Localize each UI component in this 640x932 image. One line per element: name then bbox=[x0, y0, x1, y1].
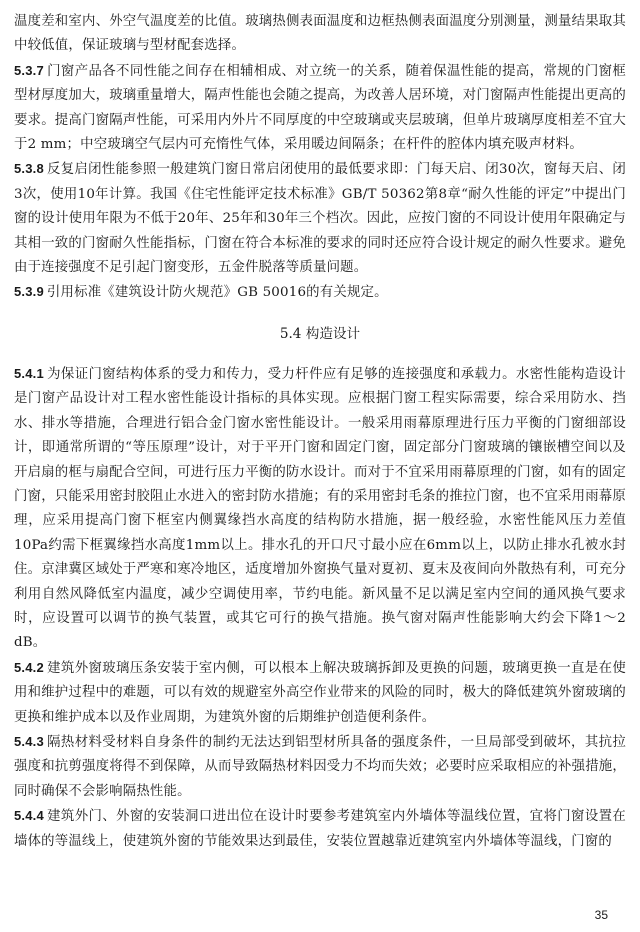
clause-number: 5.4.1 bbox=[14, 365, 44, 381]
clause-number: 5.4.3 bbox=[14, 733, 44, 749]
clause-text: 引用标准《建筑设计防火规范》GB 50016的有关规定。 bbox=[46, 285, 388, 301]
clause-5-4-3 bbox=[14, 730, 626, 804]
clause-number: 5.3.8 bbox=[14, 161, 44, 177]
clause-5-3-8 bbox=[14, 157, 626, 280]
clause-5-3-7 bbox=[14, 59, 626, 158]
clause-text: 反复启闭性能参照一般建筑门窗日常启闭使用的最低要求即：门每天启、闭30次，窗每天启、闭3次，使用10年计算。我国《住宅性能评定技术标准》GB/T 50362第8章“耐久性能的评定”中提出门窗的设计使用年限为不低于20年、25年和30年三个档次。因此，应按门窗的不同设计使用年限确定与其相一致的门窗耐久性能指标，门窗在符合本标准的要求的同时还应符合设计规定的耐久性要求。避免由于连接强度不足引起门窗变形，五金件脱落等质量问题。 bbox=[14, 162, 626, 276]
clause-text: 门窗产品各不同性能之间存在相辅相成、对立统一的关系，随着保温性能的提高，常规的门窗框型材厚度加大，玻璃重量增大，隔声性能也会随之提高，为改善人居环境，对门窗隔声性能提出更高的要求。提高门窗隔声性能，可采用内外片不同厚度的中空玻璃或夹层玻璃，但单片玻璃厚度相差不宜大于2 mm；中空玻璃空气层内可充惰性气体，采用暖边间隔条；在杆件的腔体内填充吸声材料。 bbox=[14, 63, 626, 153]
section-heading: 5.4 构造设计 bbox=[279, 325, 361, 342]
page-number: 35 bbox=[594, 908, 608, 922]
clause-5-4-2 bbox=[14, 656, 626, 730]
clause-number: 5.3.9 bbox=[14, 284, 44, 300]
clause-text: 建筑外窗玻璃压条安装于室内侧，可以根本上解决玻璃拆卸及更换的问题，玻璃更换一直是在使用和维护过程中的难题，可以有效的规避室外高空作业带来的风险的同时，极大的降低建筑外窗玻璃的更换和维护成本以及作业周期，为建筑外窗的后期维护创造便利条件。 bbox=[14, 660, 626, 725]
top-paragraph-text: 温度差和室内、外空气温度差的比值。玻璃热侧表面温度和边框热侧表面温度分别测量，测量结果取其中较低值，保证玻璃与型材配套选择。 bbox=[14, 14, 626, 54]
document-page bbox=[14, 10, 626, 854]
top-paragraph bbox=[14, 10, 626, 59]
clause-text: 为保证门窗结构体系的受力和传力，受力杆件应有足够的连接强度和承载力。水密性能构造设计是门窗产品设计对工程水密性能设计指标的具体实现。应根据门窗工程实际需要，综合采用防水、挡水、排水等措施，合理进行铝合金门窗水密性能设计。一般采用雨幕原理进行压力平衡的门窗细部设计，即通常所谓的“等压原理”设计，对于平开门窗和固定门窗，固定部分门窗玻璃的镶嵌槽空间以及开启扇的框与扇配合空间，可进行压力平衡的防水设计。而对于不宜采用雨幕原理的门窗，如有的固定门窗，只能采用密封胶阻止水进入的密封防水措施；有的采用密封毛条的推拉门窗，也不宜采用雨幕原理，应采用提高门窗下框室内侧翼缘挡水高度的结构防水措施，据一般经验，水密性能风压力差值10Pa约需下框翼缘挡水高度1mm以上。排水孔的开口尺寸最小应在6mm以上，以防止排水孔被水封住。京津冀区域处于严寒和寒冷地区，适度增加外窗换气量对夏初、夏末及夜间向外散热有利，可充分利用自然风降低室内温度，减少空调使用率，节约电能。新风量不足以满足室内空间的通风换气要求时，应设置可以调节的换气装置，或其它可行的换气措施。换气窗对隔声性能影响大约会下降1～2 dB。 bbox=[14, 366, 626, 651]
clause-number: 5.4.2 bbox=[14, 659, 44, 675]
clause-number: 5.4.4 bbox=[14, 808, 44, 824]
clause-text: 隔热材料受材料自身条件的制约无法达到铝型材所具备的强度条件，一旦局部受到破坏，其抗拉强度和抗剪强度将得不到保障，从而导致隔热材料因受力不均而失效；必要时应采取相应的补强措施，同时确保不会影响隔热性能。 bbox=[14, 734, 626, 799]
clause-number: 5.3.7 bbox=[14, 62, 44, 78]
clause-5-4-4 bbox=[14, 804, 626, 854]
clause-text: 建筑外门、外窗的安装洞口进出位在设计时要参考建筑室内外墙体等温线位置，宜将门窗设置在墙体的等温线上，使建筑外窗的节能效果达到最佳，安装位置越靠近建筑室内外墙体等温线，门窗的 bbox=[14, 809, 626, 849]
clause-5-4-1 bbox=[14, 362, 626, 656]
clause-5-3-9 bbox=[14, 280, 626, 305]
